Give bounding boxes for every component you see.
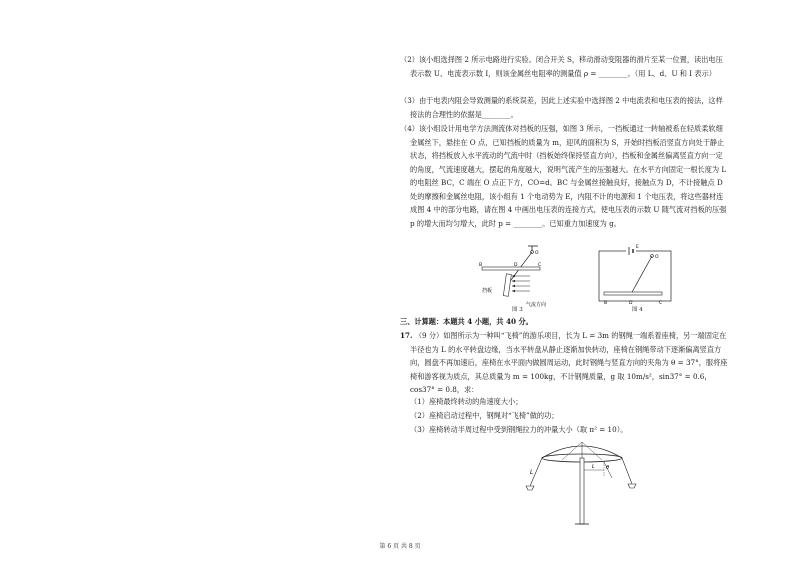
- question-4: [400, 122, 728, 230]
- fig4-label-b: B: [604, 301, 608, 306]
- fig4-label-c: C: [659, 301, 663, 306]
- fig3-label-d: D: [514, 263, 518, 268]
- question-17-sub-1: （1）座椅最终转动的角速度大小；: [410, 397, 523, 406]
- question-17-number: 17.: [400, 331, 413, 340]
- figure-4-caption: 图 4: [632, 307, 643, 313]
- canopy-rib-left: [562, 442, 582, 460]
- left-chair: [526, 486, 534, 490]
- fig3-label-o: O: [535, 251, 539, 256]
- question-4-text: 该小组设计用电学方法测流体对挡板的压强，如图 3 所示，一挡板通过一转轴被系在轻质柔软细金属丝下，悬挂在 O 点，已知挡板的质量为 m，迎风的面积为 S，开始时挡板沿竖直方向处于静止状态，将挡板放入水平流动的气流中时（挡板始终保持竖直方向），挡板和金属丝偏离竖直方向一定的角度，气流速度越大，摆起的角度越大，说明气流产生的压强越大。在水平方向固定一根长度为 L 的电阻丝 BC，C 端在 O 点正下方，CO=d。BC 与金属丝接触良好，接触点为 D，不计接触点 D 处的摩擦和金属丝电阻，该小组有 1 个电动势为 E，内阻不计的电源和 1 个电压表，将这些器材连成图 4 中的部分电路，请在图 4 中画出电压表的连接方式，使电压表的示数 U 随气流对挡板的压强 p 的增大而均匀增大，此时 p = ________。已知重力加速度为 g。: [410, 124, 727, 228]
- right-rope: [622, 458, 632, 484]
- label-theta: θ: [606, 465, 610, 471]
- label-l-left: L: [530, 469, 534, 476]
- label-l-radius: L: [592, 464, 595, 470]
- question-17-sub-2: （2）座椅启动过程中，钢绳对“飞椅”做的功；: [410, 411, 559, 420]
- question-4-number: （4）: [400, 124, 419, 133]
- right-chair: [628, 484, 636, 488]
- fig3-resistor-bc: [482, 267, 540, 270]
- flying-chair-figure: [520, 436, 640, 528]
- fig4-label-d: D: [629, 301, 633, 306]
- fig4-resistor-bc: [604, 292, 662, 295]
- fig4-label-e: E: [636, 245, 639, 250]
- question-2-number: （2）: [400, 55, 419, 64]
- fig3-label-plate: 挡板: [482, 288, 493, 294]
- figure-3-caption: 图 3: [512, 307, 523, 313]
- fig3-arrowhead-4: [512, 290, 515, 292]
- question-2-text: 该小组选择图 2 所示电路进行实验。闭合开关 S，移动滑动变阻器的滑片至某一位置，读出电压表示数 U、电流表示数 I，则该金属丝电阻率的测量值 ρ = ________。（用 L、d、U 和 I 表示）: [410, 55, 723, 78]
- fig3-label-flow: 气流方向: [526, 302, 547, 308]
- fig3-arrowhead-2: [512, 280, 515, 282]
- question-17-text: （9 分）如图所示为一种叫“飞椅”的游乐项目，长为 L = 3m 的钢绳一端系着座椅，另一端固定在半径也为 L 的水平转盘边缘，当水平转盘从静止逐渐加快转动，座椅在钢绳带动下逐渐偏离竖直方向，圆盘不再加速后，座椅在水平面内做圆周运动，此时钢绳与竖直方向的夹角为 θ = 37°，服将座椅和游客视为质点，其总质量为 m = 100kg，不计钢绳质量，g 取 10m/s²，sin37° = 0.6，cos37° = 0.8，求：: [410, 331, 728, 394]
- fig3-arrowhead-3: [512, 285, 515, 287]
- fig3-plate: [503, 274, 511, 296]
- fig4-wire: [631, 256, 652, 294]
- fig3-label-c: C: [538, 263, 542, 268]
- question-17: [400, 329, 728, 397]
- fig3-label-b: B: [479, 263, 483, 268]
- section-3-title: 三、计算题：本题共 4 小题，共 40 分。: [400, 317, 533, 326]
- figure-3: [478, 244, 570, 316]
- figure-4: [596, 244, 676, 314]
- question-17-sub-3: （3）座椅转动半周过程中受到钢绳拉力的冲量大小（取 π² = 10）。: [410, 425, 628, 434]
- fig4-label-o: O: [655, 255, 659, 260]
- central-pole: [580, 458, 584, 524]
- canopy-rib-right: [582, 442, 602, 460]
- question-3-number: （3）: [400, 96, 419, 105]
- question-3: [400, 94, 728, 121]
- page-footer: 第 6 页 共 8 页: [379, 543, 421, 550]
- question-2: [400, 53, 728, 80]
- question-3-text: 由于电表内阻会导致测量的系统误差，因此上述实验中选择图 2 中电流表和电压表的接法，这样接法的合理性的依据是________。: [410, 96, 723, 119]
- fig4-battery-gap: [626, 248, 636, 254]
